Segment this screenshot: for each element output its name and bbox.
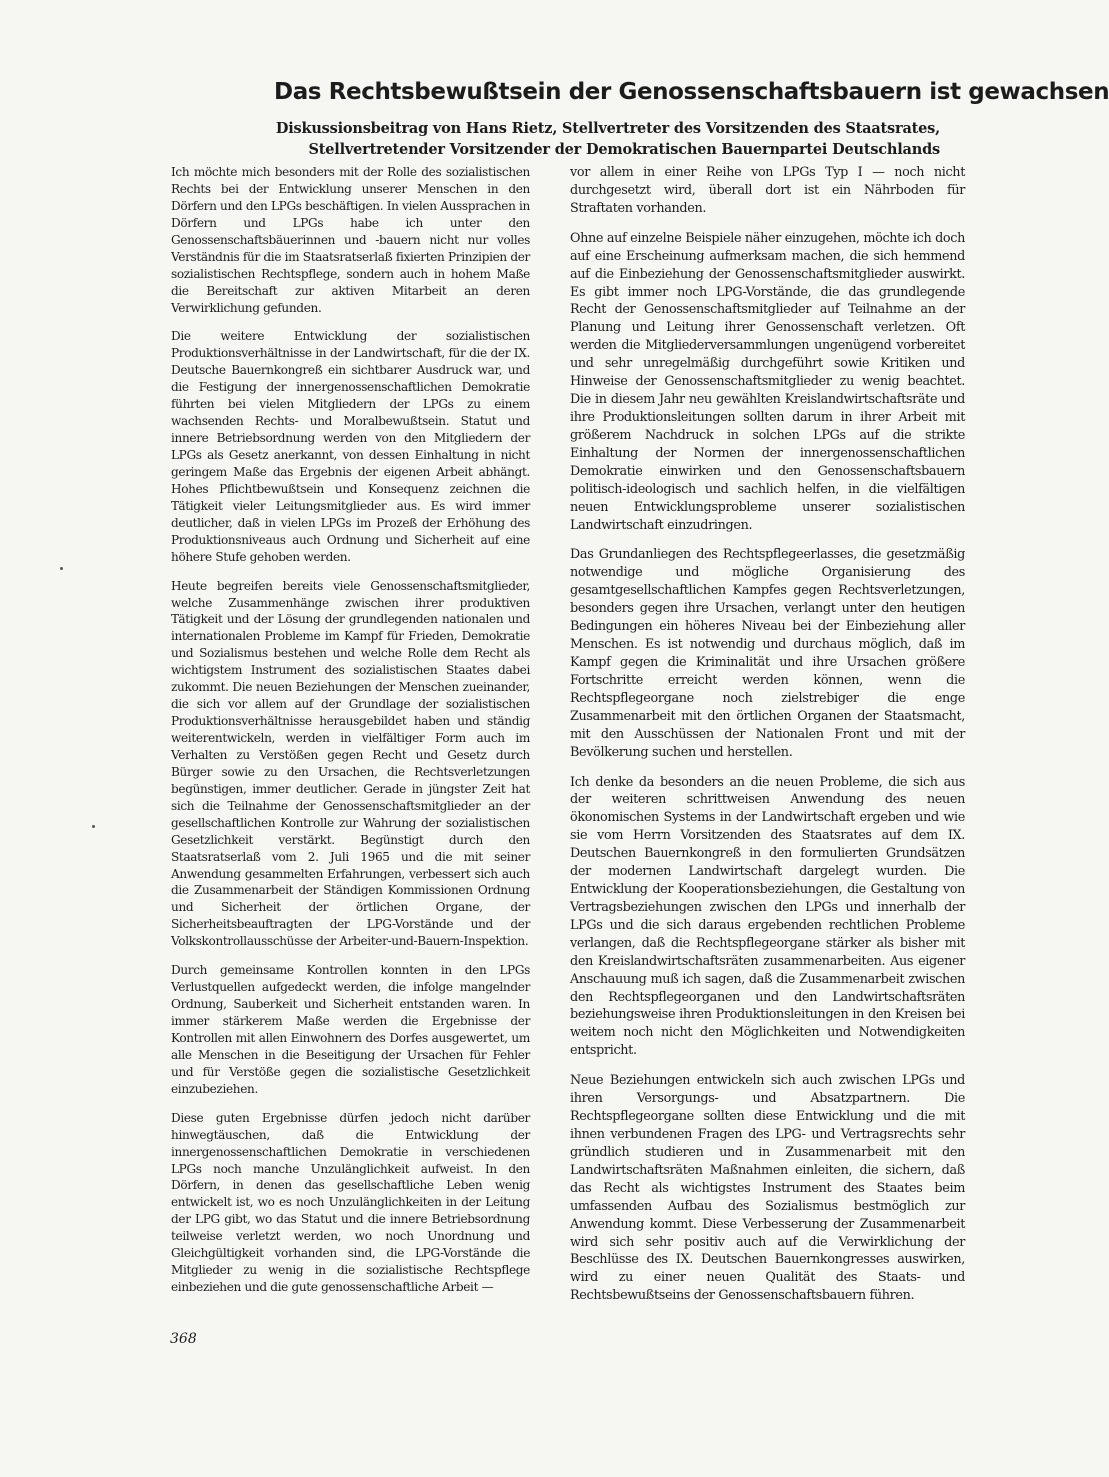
paragraph: Das Grundanliegen des Rechtspflegeerlasses, die gesetzmäßig notwendige und mögliche Organisierung des gesamtgesellschaftlichen Kampfes gegen Rechtsverletzungen, besonders gegen ihre Ursachen, verlangt unter den heutigen Bedingungen ein höheres Niveau bei der Einbeziehung aller Menschen. Es ist notwendig und durchaus möglich, daß im Kampf gegen die Kriminalität und ihre Ursachen größere Fortschritte erreicht werden können, wenn die Rechtspflegeorgane noch zielstrebiger die enge Zusammenarbeit mit den örtlichen Organen der Staatsmacht, mit den Ausschüssen der Nationalen Front und mit der Bevölkerung suchen und herstellen. — [570, 547, 965, 760]
page-number: 368 — [170, 1331, 197, 1347]
article-title: Das Rechtsbewußtsein der Genossenschaftsbauern ist gewachsen — [274, 79, 1109, 105]
paragraph: Ich möchte mich besonders mit der Rolle des sozialistischen Rechts bei der Entwicklung unserer Menschen in den Dörfern und den LPGs beschäftigen. In vielen Aussprachen in Dörfern und LPGs habe ich unter den Genossenschaftsbäuerinnen und -bauern nicht nur volles Verständnis für die im Staatsratserlaß fixierten Prinzipien der sozialistischen Rechtspflege, sondern auch in hohem Maße die Bereitschaft zur aktiven Mitarbeit an deren Verwirklichung gefunden. — [171, 165, 530, 315]
print-speck — [60, 567, 63, 570]
left-text-column — [171, 164, 530, 1308]
article-byline — [240, 118, 940, 160]
paragraph: Diese guten Ergebnisse dürfen jedoch nicht darüber hinwegtäuschen, daß die Entwicklung der innergenossenschaftlichen Demokratie in verschiedenen LPGs noch manche Unzulänglichkeit aufweist. In den Dörfern, in denen das gesellschaftliche Leben wenig entwickelt ist, wo es noch Unzulänglichkeiten in der Leitung der LPG gibt, wo das Statut und die innere Betriebsordnung teilweise verletzt werden, wo noch Unordnung und Gleichgültigkeit vorhanden sind, die LPG-Vorstände die Mitglieder zu wenig in die sozialistische Rechtspflege einbeziehen und die gute genossenschaftliche Arbeit — — [171, 1110, 530, 1295]
paragraph: Heute begreifen bereits viele Genossenschaftsmitglieder, welche Zusammenhänge zwischen ihrer produktiven Tätigkeit und der Lösung der grundlegenden nationalen und internationalen Probleme im Kampf für Frieden, Demokratie und Sozialismus bestehen und welche Rolle dem Recht als wichtigstem Instrument des sozialistischen Staates dabei zukommt. Die neuen Beziehungen der Menschen zueinander, die sich vor allem auf der Grundlage der sozialistischen Produktionsverhältnisse herausgebildet haben und ständig weiterentwickeln, werden in vielfältiger Form auch im Verhalten zu Verstößen gegen Recht und Gesetz durch Bürger sowie zu den Ursachen, die Rechtsverletzungen begünstigen, immer deutlicher. Gerade in jüngster Zeit hat sich die Teilnahme der Genossenschaftsmitglieder an der gesellschaftlichen Kontrolle zur Wahrung der sozialistischen Gesetzlichkeit verstärkt. Begünstigt durch den Staatsratserlaß vom 2. Juli 1965 und die mit seiner Anwendung gesammelten Erfahrungen, verbessert sich auch die Zusammenarbeit der Ständigen Kommissionen Ordnung und Sicherheit der örtlichen Organe, der Sicherheitsbeauftragten der LPG-Vorstände und der Volkskontrollausschüsse der Arbeiter-und-Bauern-Inspektion. — [171, 578, 530, 949]
paragraph: Neue Beziehungen entwickeln sich auch zwischen LPGs und ihren Versorgungs- und Absatzpartnern. Die Rechtspflegeorgane sollten diese Entwicklung und die mit ihnen verbundenen Fragen des LPG- und Vertragsrechts sehr gründlich studieren und in Zusammenarbeit mit den Landwirtschaftsräten Maßnahmen einleiten, die sichern, daß das Recht als wichtigstes Instrument des Staates beim umfassenden Aufbau des Sozialismus bestmöglich zur Anwendung kommt. Diese Verbesserung der Zusammenarbeit wird sich sehr positiv auch auf die Verwirklichung der Beschlüsse des IX. Deutschen Bauernkongresses auswirken, wird zu einer neuen Qualität des Staats- und Rechtsbewußtseins der Genossenschaftsbauern führen. — [570, 1073, 965, 1304]
paragraph: Ohne auf einzelne Beispiele näher einzugehen, möchte ich doch auf eine Erscheinung aufmerksam machen, die sich hemmend auf die Einbeziehung der Genossenschaftsmitglieder auswirkt. Es gibt immer noch LPG-Vorstände, die das grundlegende Recht der Genossenschaftsmitglieder auf Teilnahme an der Planung und Leitung ihrer Genossenschaft verletzen. Oft werden die Mitgliederversammlungen ungenügend vorbereitet und sehr unregelmäßig durchgeführt sowie Kritiken und Hinweise der Genossenschaftsmitglieder zu wenig beachtet. Die in diesem Jahr neu gewählten Kreislandwirtschaftsräte und ihre Produktionsleitungen sollten darum in ihrer Arbeit mit größerem Nachdruck in solchen LPGs auf die strikte Einhaltung der Normen der innergenossenschaftlichen Demokratie einwirken und den Genossenschaftsbauern politisch-ideologisch und sachlich helfen, in die vielfältigen neuen Entwicklungsprobleme unserer sozialistischen Landwirtschaft einzudringen. — [570, 230, 965, 533]
right-text-column — [570, 164, 965, 1317]
paragraph: Ich denke da besonders an die neuen Probleme, die sich aus der weiteren schrittweisen Anwendung des neuen ökonomischen Systems in der Landwirtschaft ergeben und wie sie vom Herrn Vorsitzenden des Staatsrates auf dem IX. Deutschen Bauernkongreß in den formulierten Grundsätzen der modernen Landwirtschaft dargelegt wurden. Die Entwicklung der Kooperationsbeziehungen, die Gestaltung von Vertragsbeziehungen zwischen den LPGs und innerhalb der LPGs und die sich daraus ergebenden rechtlichen Probleme verlangen, daß die Rechtspflegeorgane stärker als bisher mit den Kreislandwirtschaftsräten zusammenarbeiten. Aus eigener Anschauung muß ich sagen, daß die Zusammenarbeit zwischen den Rechtspflegeorganen und den Landwirtschaftsräten beziehungsweise ihren Produktionsleitungen in den Kreisen bei weitem noch nicht den Möglichkeiten und Notwendigkeiten entspricht. — [570, 774, 965, 1059]
byline-line-2: Stellvertretender Vorsitzender der Demokratischen Bauernpartei Deutschlands — [308, 141, 940, 158]
byline-line-1: Diskussionsbeitrag von Hans Rietz, Stellvertreter des Vorsitzenden des Staatsrates, — [275, 120, 940, 137]
paragraph: Die weitere Entwicklung der sozialistischen Produktionsverhältnisse in der Landwirtschaft, für die der IX. Deutsche Bauernkongreß ein sichtbarer Ausdruck war, und die Festigung der innergenossenschaftlichen Demokratie führten bei vielen Mitgliedern der LPGs zu einem wachsenden Rechts- und Moralbewußtsein. Statut und innere Betriebsordnung werden von den Mitgliedern der LPGs als Gesetz anerkannt, von dessen Einhaltung in nicht geringem Maße das Ergebnis der eigenen Arbeit abhängt. Hohes Pflichtbewußtsein und Konsequenz zeichnen die Tätigkeit vieler Leitungsmitglieder aus. Es wird immer deutlicher, daß in vielen LPGs im Prozeß der Erhöhung des Produktionsniveaus auch Ordnung und Sicherheit auf eine höhere Stufe gehoben werden. — [171, 329, 530, 564]
paragraph: vor allem in einer Reihe von LPGs Typ I — noch nicht durchgesetzt wird, überall dort ist ein Nährboden für Straftaten vorhanden. — [570, 165, 965, 216]
paragraph: Durch gemeinsame Kontrollen konnten in den LPGs Verlustquellen aufgedeckt werden, die infolge mangelnder Ordnung, Sauberkeit und Sicherheit entstanden waren. In immer stärkerem Maße werden die Ergebnisse der Kontrollen mit allen Einwohnern des Dorfes ausgewertet, um alle Menschen in die Beseitigung der Ursachen für Fehler und für Verstöße gegen die sozialistische Gesetzlichkeit einzubeziehen. — [171, 963, 530, 1096]
print-speck — [92, 825, 95, 828]
